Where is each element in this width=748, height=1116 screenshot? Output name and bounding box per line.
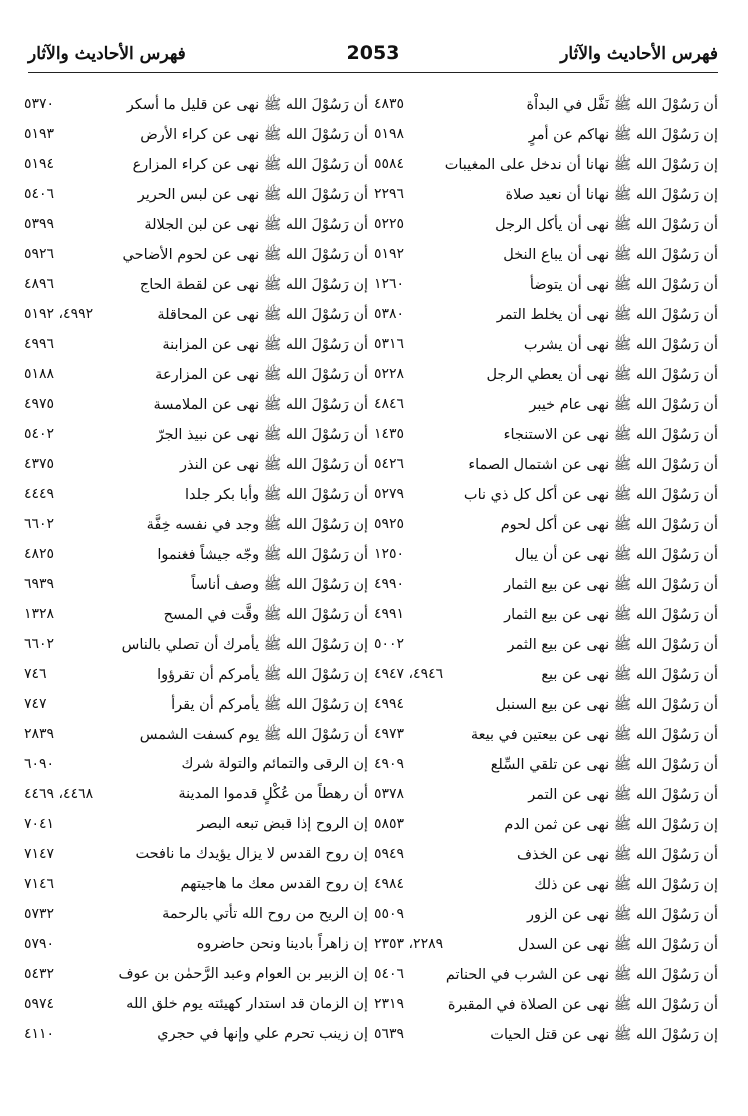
entry-ref-number: ٤٩٤٦، ٤٩٤٧ (374, 666, 444, 682)
index-entry (374, 422, 718, 452)
entry-ref-number: ٧٤٦ (24, 666, 47, 682)
entry-ref-number: ٤٩٩٦ (24, 336, 55, 352)
entry-ref-number: ٥٩٤٩ (374, 846, 405, 862)
entry-ref-number: ٦٦٠٢ (24, 516, 55, 532)
entry-ref-number: ٥٧٣٢ (24, 906, 55, 922)
entry-ref-number: ٥٢٢٨ (374, 366, 405, 382)
entry-ref-number: ٧٤٧ (24, 696, 47, 712)
index-entry (374, 392, 718, 422)
index-entry (24, 212, 368, 242)
index-entry (24, 512, 368, 542)
entry-ref-number: ٤٩٩٢، ٥١٩٢ (24, 306, 94, 322)
entry-text: أن رَسُوْلَ الله ﷺ نَفَّل في البداْة (526, 97, 718, 113)
index-entry (374, 452, 718, 482)
index-entry (374, 212, 718, 242)
entry-text: إن رَسُوْلَ الله ﷺ يأمركم أن تقرؤوا (157, 667, 368, 683)
entry-text: أن رَسُوْلَ الله ﷺ نهى عام خيبر (529, 397, 718, 413)
entry-text: أن رَسُوْلَ الله ﷺ نهى عن لبس الحرير (137, 187, 368, 203)
entry-text: إن الرقى والتمائم والتولة شرك (181, 756, 368, 772)
entry-ref-number: ٤٩٧٣ (374, 726, 405, 742)
entry-ref-number: ٥٩٢٥ (374, 516, 405, 532)
entry-text: أن رَسُوْلَ الله ﷺ نهى عن اشتمال الصماء (468, 457, 718, 473)
entry-text: إن روح القدس لا يزال يؤيدك ما نافحت (135, 846, 368, 862)
entry-ref-number: ٢٨٣٩ (24, 726, 55, 742)
index-entry (24, 692, 368, 722)
index-entry (374, 602, 718, 632)
entry-text: أن رَسُوْلَ الله ﷺ نهى عن بيع الثمار (504, 607, 718, 623)
index-entry (24, 602, 368, 632)
entry-ref-number: ٥٣١٦ (374, 336, 405, 352)
index-entry (24, 812, 368, 842)
entry-ref-number: ٦٦٠٢ (24, 636, 55, 652)
entry-ref-number: ١٢٦٠ (374, 276, 405, 292)
index-entry (374, 272, 718, 302)
entry-ref-number: ٥١٨٨ (24, 366, 55, 382)
entry-text: أن رَسُوْلَ الله ﷺ نهى عن أكل لحوم (500, 517, 718, 533)
entry-text: أن رَسُوْلَ الله ﷺ نهى عن بيعتين في بيعة (470, 727, 718, 743)
entry-text: أن رَسُوْلَ الله ﷺ نهى عن الصلاة في المقبرة (447, 997, 718, 1013)
entry-text: إن رَسُوْلَ الله ﷺ نهانا أن نعيد صلاة (505, 187, 718, 203)
index-entry (374, 932, 718, 962)
index-entry (374, 782, 718, 812)
entry-text: أن رَسُوْلَ الله ﷺ نهى عن لحوم الأضاحي (122, 247, 368, 263)
entry-text: أن رَسُوْلَ الله ﷺ نهى أن يأكل الرجل (495, 217, 718, 233)
index-entry (374, 362, 718, 392)
index-entry (24, 842, 368, 872)
index-entry (24, 362, 368, 392)
entry-text: أن رَسُوْلَ الله ﷺ نهى أن يعطي الرجل (486, 367, 718, 383)
entry-ref-number: ٥٠٠٢ (374, 636, 405, 652)
index-entry (374, 662, 718, 692)
entry-ref-number: ٥١٩٨ (374, 126, 405, 142)
entry-ref-number: ٤٩٠٩ (374, 756, 405, 772)
entry-text: أن رَسُوْلَ الله ﷺ نهى عن بيع الثمر (507, 637, 718, 653)
header-title-right: فهرس الأحاديث والآثار (560, 44, 718, 64)
entry-ref-number: ٥٨٥٣ (374, 816, 405, 832)
entry-text: أن رَسُوْلَ الله ﷺ نهى عن بيع (541, 667, 718, 683)
index-entry (24, 332, 368, 362)
index-entry (374, 752, 718, 782)
entry-ref-number: ٥٤٠٢ (24, 426, 55, 442)
entry-text: إن رَسُوْلَ الله ﷺ نهاكم عن أمرٍ (528, 127, 718, 143)
entry-text: أن رَسُوْلَ الله ﷺ نهى عن قليل ما أسكر (126, 97, 368, 113)
index-entry (24, 242, 368, 272)
index-entry (374, 152, 718, 182)
entry-text: أن رَسُوْلَ الله ﷺ وأبا بكر جلدا (185, 487, 368, 503)
index-column-left (24, 92, 368, 1052)
entry-text: إن رَسُوْلَ الله ﷺ نهى عن ذلك (534, 877, 718, 893)
index-entry (374, 872, 718, 902)
entry-ref-number: ٤٨٤٦ (374, 396, 405, 412)
index-entry (24, 782, 368, 812)
entry-ref-number: ٥٢٢٥ (374, 216, 405, 232)
index-entry (24, 542, 368, 572)
entry-ref-number: ٥٧٩٠ (24, 936, 55, 952)
entry-text: أن رَسُوْلَ الله ﷺ نهى عن أكل كل ذي ناب (463, 487, 718, 503)
index-entry (374, 332, 718, 362)
entry-text: إن زاهراً بادينا ونحن حاضروه (196, 936, 368, 952)
entry-ref-number: ٢٢٨٩، ٢٣٥٣ (374, 936, 444, 952)
entry-ref-number: ٤٩٩٠ (374, 576, 405, 592)
index-entry (374, 182, 718, 212)
entry-text: أن رَسُوْلَ الله ﷺ نهى عن الزور (527, 907, 718, 923)
entry-text: أن رَسُوْلَ الله ﷺ نهى أن يباع النخل (503, 247, 718, 263)
entry-text: إن رَسُوْلَ الله ﷺ وجد في نفسه خِفَّة (146, 517, 368, 533)
entry-text: أن رَسُوْلَ الله ﷺ نهى عن بيع السنبل (495, 697, 718, 713)
entry-text: إن رَسُوْلَ الله ﷺ يأمرك أن تصلي بالناس (121, 637, 368, 653)
index-entry (24, 392, 368, 422)
entry-text: إن رَسُوْلَ الله ﷺ نهانا أن ندخل على المغيبات (444, 157, 718, 173)
entry-text: أن رَسُوْلَ الله ﷺ نهى عن النذر (180, 457, 368, 473)
entry-ref-number: ٢٢٩٦ (374, 186, 405, 202)
entry-ref-number: ٥٣٩٩ (24, 216, 55, 232)
entry-text: أن رَسُوْلَ الله ﷺ وجّه جيشاً فغنموا (157, 547, 368, 563)
entry-ref-number: ٥٣٧٨ (374, 786, 405, 802)
entry-text: أن رَسُوْلَ الله ﷺ نهى عن المزارعة (155, 367, 368, 383)
index-entry (24, 182, 368, 212)
index-entry (24, 92, 368, 122)
index-entry (24, 752, 368, 782)
entry-text: أن رَسُوْلَ الله ﷺ نهى عن الشرب في الحناتم (445, 967, 718, 983)
entry-ref-number: ٥٦٣٩ (374, 1026, 405, 1042)
entry-ref-number: ٥٢٧٩ (374, 486, 405, 502)
entry-ref-number: ٤٤٤٩ (24, 486, 55, 502)
index-entry (24, 1022, 368, 1052)
entry-text: أن رَسُوْلَ الله ﷺ نهى عن الملامسة (153, 397, 368, 413)
entry-ref-number: ٤٩٩٤ (374, 696, 405, 712)
entry-ref-number: ٤٩٨٤ (374, 876, 405, 892)
entry-ref-number: ٤٨٢٥ (24, 546, 55, 562)
index-entry (374, 842, 718, 872)
index-entry (374, 482, 718, 512)
entry-text: أن رَسُوْلَ الله ﷺ نهى أن يتوضأ (529, 277, 718, 293)
entry-text: أن رَسُوْلَ الله ﷺ وقَّت في المسح (163, 607, 368, 623)
entry-ref-number: ٥٤٠٦ (374, 966, 405, 982)
page-number: 2053 (346, 42, 400, 64)
entry-text: أن رَسُوْلَ الله ﷺ نهى عن السدل (517, 937, 718, 953)
index-entry (24, 902, 368, 932)
entry-text: أن رَسُوْلَ الله ﷺ نهى عن أن يبال (514, 547, 718, 563)
index-entry (374, 722, 718, 752)
entry-ref-number: ٥٤٠٦ (24, 186, 55, 202)
entry-ref-number: ٥٤٢٦ (374, 456, 405, 472)
entry-text: أن رَسُوْلَ الله ﷺ نهى عن المزابنة (162, 337, 368, 353)
entry-text: إن الريح من روح الله تأتي بالرحمة (162, 906, 368, 922)
entry-ref-number: ٥٣٨٠ (374, 306, 405, 322)
entry-text: إن رَسُوْلَ الله ﷺ نهى عن ثمن الدم (504, 817, 718, 833)
entry-text: أن رَسُوْلَ الله ﷺ نهى عن نبيذ الجرّ (156, 427, 368, 443)
entry-ref-number: ١٤٣٥ (374, 426, 405, 442)
entry-text: إن رَسُوْلَ الله ﷺ نهى عن قتل الحيات (490, 1027, 718, 1043)
header-rule (28, 72, 718, 73)
entry-text: أن رَسُوْلَ الله ﷺ نهى عن المحاقلة (157, 307, 368, 323)
entry-ref-number: ٧٠٤١ (24, 816, 55, 832)
entry-text: أن رَسُوْلَ الله ﷺ نهى أن يشرب (523, 337, 718, 353)
entry-text: أن رَسُوْلَ الله ﷺ يوم كسفت الشمس (139, 727, 368, 743)
index-entry (374, 1022, 718, 1052)
entry-text: أن رَسُوْلَ الله ﷺ نهى عن كراء المزارع (132, 157, 368, 173)
index-entry (24, 632, 368, 662)
entry-text: إن رَسُوْلَ الله ﷺ نهى عن لقطة الحاج (139, 277, 368, 293)
entry-text: أن رَسُوْلَ الله ﷺ نهى عن الخذف (517, 847, 718, 863)
entry-ref-number: ٧١٤٧ (24, 846, 55, 862)
entry-ref-number: ٤٤٦٨، ٤٤٦٩ (24, 786, 94, 802)
index-entry (24, 272, 368, 302)
index-entry (374, 542, 718, 572)
index-entry (24, 722, 368, 752)
entry-text: إن روح القدس معك ما هاجيتهم (180, 876, 368, 892)
entry-ref-number: ٥٩٧٤ (24, 996, 55, 1012)
index-entry (374, 632, 718, 662)
entry-ref-number: ٢٣١٩ (374, 996, 405, 1012)
page-header (28, 36, 718, 70)
entry-ref-number: ٥٥٠٩ (374, 906, 405, 922)
entry-ref-number: ٤١١٠ (24, 1026, 55, 1042)
index-entry (24, 152, 368, 182)
entry-ref-number: ٤٣٧٥ (24, 456, 55, 472)
entry-ref-number: ٥٩٢٦ (24, 246, 55, 262)
entry-text: أن رَسُوْلَ الله ﷺ نهى عن الاستنجاء (503, 427, 718, 443)
index-entry (24, 962, 368, 992)
index-entry (24, 872, 368, 902)
entry-ref-number: ١٢٥٠ (374, 546, 405, 562)
index-entry (24, 572, 368, 602)
index-entry (24, 992, 368, 1022)
entry-ref-number: ٤٨٣٥ (374, 96, 405, 112)
index-entry (374, 242, 718, 272)
index-entry (24, 452, 368, 482)
index-entry (374, 812, 718, 842)
index-entry (374, 992, 718, 1022)
entry-ref-number: ٥٤٣٢ (24, 966, 55, 982)
index-entry (374, 902, 718, 932)
entry-text: إن الروح إذا قبض تبعه البصر (197, 816, 368, 832)
header-title-left: فهرس الأحاديث والآثار (28, 44, 186, 64)
entry-text: أن رَسُوْلَ الله ﷺ نهى عن تلقي السِّلع (490, 757, 718, 773)
index-entry (374, 122, 718, 152)
entry-text: إن رَسُوْلَ الله ﷺ يأمركم أن يقرأ (171, 697, 368, 713)
index-entry (24, 122, 368, 152)
entry-ref-number: ٥١٩٣ (24, 126, 55, 142)
entry-ref-number: ٥٣٧٠ (24, 96, 55, 112)
entry-ref-number: ٥٥٨٤ (374, 156, 405, 172)
index-entry (24, 482, 368, 512)
entry-ref-number: ٤٨٩٦ (24, 276, 55, 292)
entry-text: إن الزمان قد استدار كهيئته يوم خلق الله (126, 996, 368, 1012)
entry-ref-number: ١٣٢٨ (24, 606, 55, 622)
entry-ref-number: ٤٩٧٥ (24, 396, 55, 412)
entry-ref-number: ٦٩٣٩ (24, 576, 55, 592)
index-entry (374, 512, 718, 542)
entry-text: أن رَسُوْلَ الله ﷺ نهى عن لبن الجلالة (144, 217, 368, 233)
entry-text: أن رَسُوْلَ الله ﷺ نهى عن كراء الأرض (140, 127, 368, 143)
entry-text: أن رَسُوْلَ الله ﷺ نهى عن التمر (528, 787, 718, 803)
entry-ref-number: ٥١٩٤ (24, 156, 55, 172)
index-entry (24, 422, 368, 452)
entry-text: إن الزبير بن العوام وعبد الرَّحمٰن بن عوف (118, 966, 368, 982)
entry-text: إن رَسُوْلَ الله ﷺ وصف أناساً (191, 577, 368, 593)
entry-text: أن رَسُوْلَ الله ﷺ نهى عن بيع الثمار (504, 577, 718, 593)
entry-text: أن رَسُوْلَ الله ﷺ نهى أن يخلط التمر (496, 307, 718, 323)
index-column-right (374, 92, 718, 1052)
index-entry (24, 662, 368, 692)
index-entry (374, 302, 718, 332)
entry-text: أن رهطاً من عُكْلٍ قدموا المدينة (178, 786, 368, 802)
index-entry (374, 692, 718, 722)
index-entry (24, 302, 368, 332)
entry-text: إن زينب تحرم علي وإنها في حجري (157, 1026, 368, 1042)
entry-ref-number: ٤٩٩١ (374, 606, 405, 622)
entry-ref-number: ٦٠٩٠ (24, 756, 55, 772)
index-entry (374, 572, 718, 602)
entry-ref-number: ٥١٩٢ (374, 246, 405, 262)
entry-ref-number: ٧١٤٦ (24, 876, 55, 892)
index-entry (374, 92, 718, 122)
index-entry (374, 962, 718, 992)
index-entry (24, 932, 368, 962)
